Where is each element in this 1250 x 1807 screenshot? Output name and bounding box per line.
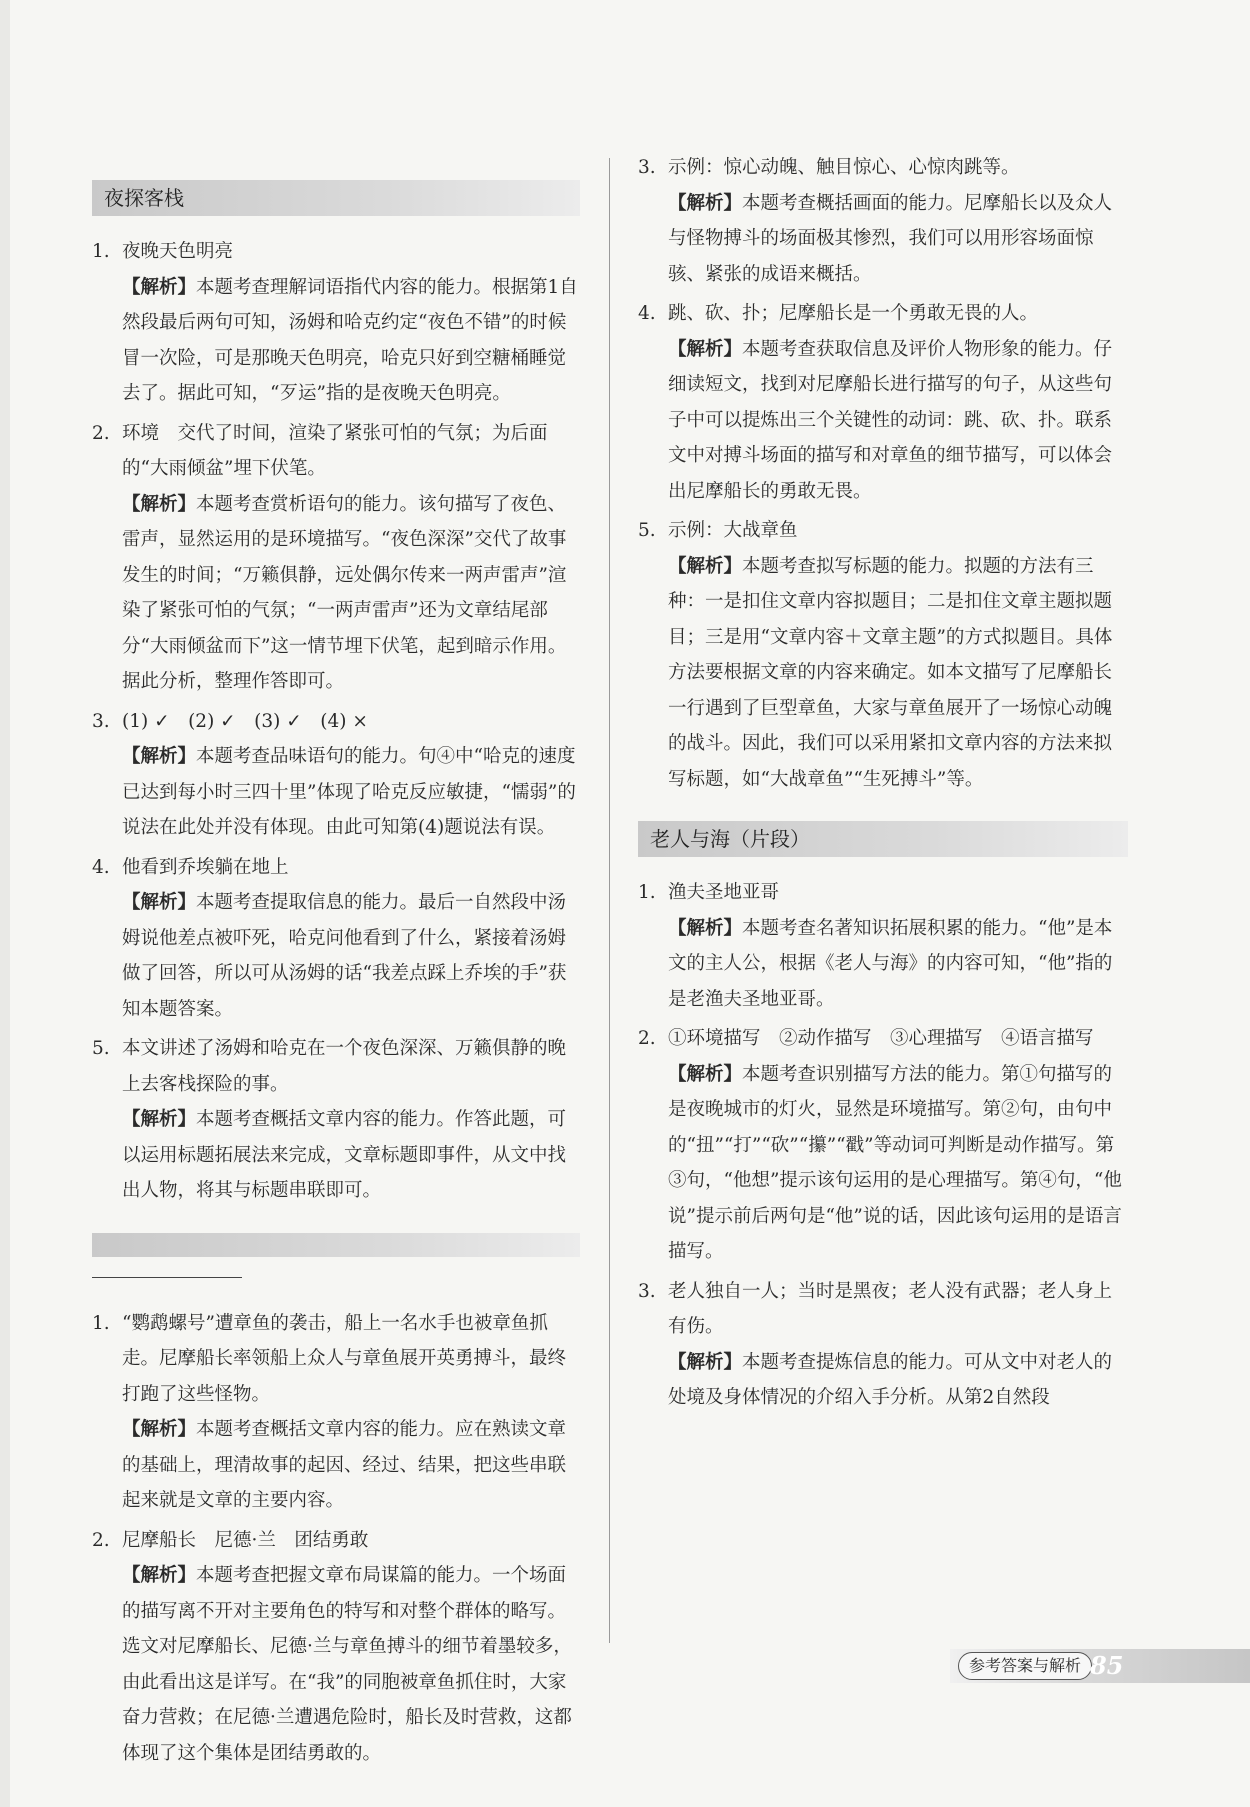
right-column — [638, 150, 1128, 1420]
answer-text: ①环境描写 ②动作描写 ③心理描写 ④语言描写 — [668, 1028, 1094, 1049]
analysis-tag: 【解析】 — [122, 1565, 197, 1586]
analysis-tag: 【解析】 — [668, 555, 743, 577]
left-column — [92, 150, 580, 1775]
analysis — [668, 1345, 1128, 1416]
item-number: 1. — [638, 882, 656, 903]
item-number: 5. — [92, 1038, 110, 1059]
item-number: 3. — [638, 1280, 656, 1302]
answer-item — [638, 150, 1128, 292]
title-blank-line — [92, 1277, 242, 1278]
analysis — [122, 487, 580, 700]
answer-item — [638, 875, 1128, 1017]
analysis-tag: 【解析】 — [668, 1351, 743, 1373]
analysis — [122, 885, 580, 1027]
analysis-tag: 【解析】 — [668, 917, 743, 939]
section-title: 老人与海（片段） — [638, 821, 1128, 857]
item-number: 1. — [92, 1312, 110, 1334]
answer-text: 他看到乔埃躺在地上 — [122, 856, 289, 878]
analysis-tag: 【解析】 — [122, 892, 197, 913]
page-number: 85 — [1090, 1651, 1124, 1680]
answer-item — [92, 704, 580, 846]
section-title: 夜探客栈 — [92, 180, 580, 216]
analysis-tag: 【解析】 — [122, 746, 197, 767]
answer-item — [638, 1021, 1128, 1270]
item-number: 3. — [92, 710, 110, 732]
item-number: 4. — [638, 303, 656, 324]
analysis-start — [122, 1558, 580, 1771]
answer-text: 环境 交代了时间，渲染了紧张可怕的气氛；为后面的“大雨倾盆”埋下伏笔。 — [122, 422, 548, 479]
analysis — [668, 549, 1128, 798]
analysis — [122, 1102, 580, 1209]
analysis — [122, 1412, 580, 1519]
analysis-text: 本题考查赏析语句的能力。该句描写了夜色、雷声，显然运用的是环境描写。“夜色深深”交代了故事发生的时间；“万籁俱静，远处偶尔传来一两声雷声”渲染了紧张可怕的气氛；“一两声雷声”还为文章结尾部分“大雨倾盆而下”这一情节埋下伏笔，起到暗示作用。据此分析，整理作答即可。 — [122, 493, 567, 692]
item-number: 4. — [92, 856, 110, 878]
analysis-tag: 【解析】 — [122, 1419, 197, 1440]
analysis — [668, 332, 1128, 510]
analysis-tag: 【解析】 — [668, 1063, 743, 1085]
analysis-text: 本题考查理解词语指代内容的能力。根据第1自然段最后两句可知，汤姆和哈克约定“夜色不错”的时候冒一次险，可是那晚天色明亮，哈克只好到空糖桶睡觉去了。据此可知，“歹运”指的是夜晚天色明亮。 — [122, 276, 578, 404]
analysis-tag: 【解析】 — [122, 1109, 197, 1130]
analysis-text: 本题考查概括文章内容的能力。应在熟读文章的基础上，理清故事的起因、经过、结果，把这些串联起来就是文章的主要内容。 — [122, 1419, 567, 1511]
answer-item — [638, 513, 1128, 797]
page-footer — [950, 1649, 1250, 1683]
item-number: 5. — [638, 520, 656, 541]
answer-item — [92, 1031, 580, 1209]
answer-text: 夜晚天色明亮 — [122, 241, 234, 262]
answer-item — [92, 234, 580, 412]
analysis-text: 本题考查拟写标题的能力。拟题的方法有三种：一是扣住文章内容拟题目；二是扣住文章主题拟题目；三是用“文章内容＋文章主题”的方式拟题目。具体方法要根据文章的内容来确定。如本文描写了尼摩船长一行遇到了巨型章鱼，大家与章鱼展开了一场惊心动魄的战斗。因此，我们可以采用紧扣文章内容的方法来拟写标题，如“大战章鱼”“生死搏斗”等。 — [668, 555, 1113, 790]
analysis-text: 本题考查概括画面的能力。尼摩船长以及众人与怪物搏斗的场面极其惨烈，我们可以用形容场面惊骇、紧张的成语来概括。 — [668, 192, 1113, 285]
analysis — [668, 1057, 1128, 1270]
analysis-text: 本题考查提炼信息的能力。可从文中对老人的处境及身体情况的介绍入手分析。从第2自然段 — [668, 1351, 1113, 1408]
item-number: 3. — [638, 157, 656, 178]
answer-text: (1) ✓ (2) ✓ (3) ✓ (4) × — [122, 710, 368, 732]
answer-item — [92, 850, 580, 1028]
section-title-blank — [92, 1233, 580, 1257]
analysis-text: 本题考查名著知识拓展积累的能力。“他”是本文的主人公，根据《老人与海》的内容可知，“他”指的是老渔夫圣地亚哥。 — [668, 917, 1113, 1010]
analysis-text: 本题考查获取信息及评价人物形象的能力。仔细读短文，找到对尼摩船长进行描写的句子，从这些句子中可以提炼出三个关键性的动词：跳、砍、扑。联系文中对搏斗场面的描写和对章鱼的细节描写，可以体会出尼摩船长的勇敢无畏。 — [668, 338, 1113, 502]
footer-label: 参考答案与解析 — [958, 1652, 1092, 1680]
answer-item — [92, 1523, 580, 1772]
analysis-text: 本题考查概括文章内容的能力。作答此题，可以运用标题拓展法来完成，文章标题即事件，从文中找出人物，将其与标题串联即可。 — [122, 1109, 567, 1201]
answer-text: 尼摩船长 尼德·兰 团结勇敢 — [122, 1529, 369, 1551]
item-number: 1. — [92, 241, 110, 262]
answer-text: 示例：惊心动魄、触目惊心、心惊肉跳等。 — [668, 157, 1020, 178]
analysis-text: 本题考查识别描写方法的能力。第①句描写的是夜晚城市的灯火，显然是环境描写。第②句，由句中的“扭”“打”“砍”“攥”“戳”等动词可判断是动作描写。第③句，“他想”提示该句运用的是心理描写。第④句，“他说”提示前后两句是“他”说的话，因此该句运用的是语言描写。 — [668, 1063, 1122, 1262]
answer-text: “鹦鹉螺号”遭章鱼的袭击，船上一名水手也被章鱼抓走。尼摩船长率领船上众人与章鱼展开英勇搏斗，最终打跑了这些怪物。 — [122, 1312, 567, 1405]
analysis-tag: 【解析】 — [122, 276, 197, 298]
answer-item — [638, 1274, 1128, 1416]
analysis-text: 本题考查把握文章布局谋篇的能力。一个场面的描写离不开对主要角色的特写和对整个群体的略写。选文对尼摩船长、尼德·兰与章鱼搏斗的细节着墨较多，由此看出这是详写。在“我”的同胞被章鱼抓住时，大家奋力营救；在尼德·兰遭遇危险时，船长及时营救，这都体现了这个集体是团结勇敢的。 — [122, 1565, 572, 1764]
page-edge — [0, 0, 10, 1807]
analysis-tag: 【解析】 — [668, 338, 743, 360]
answer-item — [92, 1306, 580, 1519]
analysis-tag: 【解析】 — [668, 192, 743, 214]
item-number: 2. — [92, 1529, 110, 1551]
analysis — [668, 186, 1128, 293]
answer-text: 老人独自一人；当时是黑夜；老人没有武器；老人身上有伤。 — [668, 1280, 1113, 1337]
answer-text: 渔夫圣地亚哥 — [668, 882, 780, 903]
analysis-tag: 【解析】 — [122, 493, 197, 515]
column-divider — [609, 158, 610, 1643]
item-number: 2. — [92, 422, 110, 444]
answer-item — [638, 296, 1128, 509]
analysis — [122, 270, 580, 412]
analysis-text: 本题考查品味语句的能力。句④中“哈克的速度已达到每小时三四十里”体现了哈克反应敏捷，“懦弱”的说法在此处并没有体现。由此可知第(4)题说法有误。 — [122, 746, 576, 838]
answer-item — [92, 416, 580, 700]
analysis — [122, 739, 580, 846]
item-number: 2. — [638, 1028, 656, 1049]
answer-text: 示例：大战章鱼 — [668, 520, 798, 541]
analysis-text: 本题考查提取信息的能力。最后一自然段中汤姆说他差点被吓死，哈克问他看到了什么，紧接着汤姆做了回答，所以可从汤姆的话“我差点踩上乔埃的手”获知本题答案。 — [122, 892, 567, 1020]
answer-text: 本文讲述了汤姆和哈克在一个夜色深深、万籁俱静的晚上去客栈探险的事。 — [122, 1038, 567, 1095]
answer-text: 跳、砍、扑；尼摩船长是一个勇敢无畏的人。 — [668, 303, 1039, 324]
analysis — [668, 911, 1128, 1018]
